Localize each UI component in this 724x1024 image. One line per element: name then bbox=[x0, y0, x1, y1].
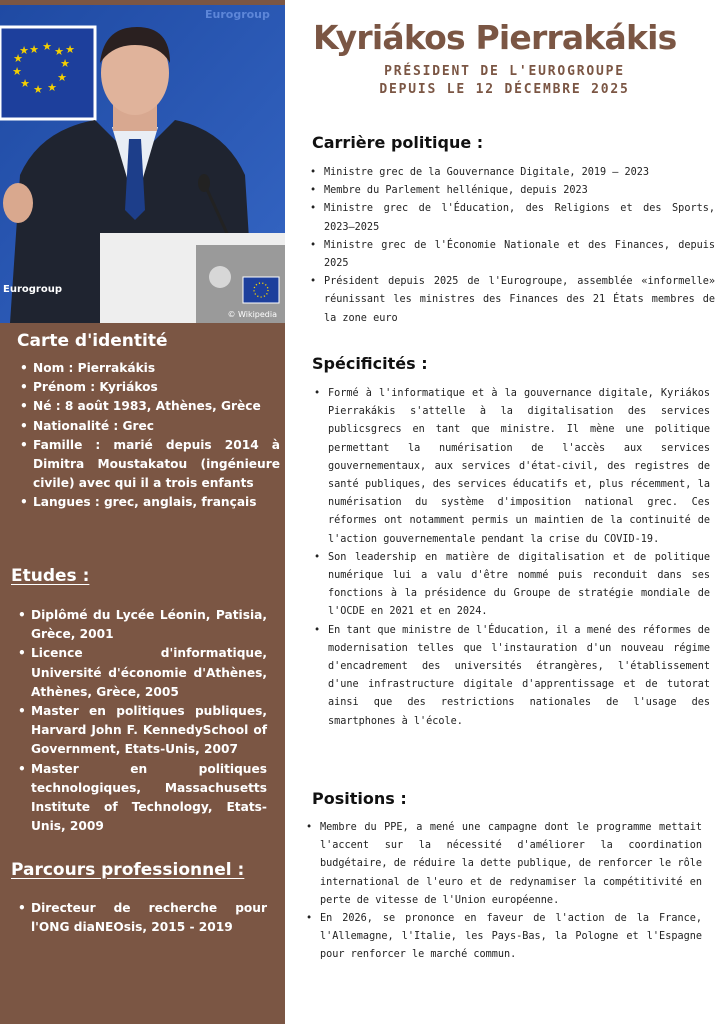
positions-title: Positions : bbox=[312, 789, 407, 808]
svg-text:★: ★ bbox=[47, 81, 57, 94]
svg-text:★: ★ bbox=[33, 83, 43, 96]
svg-text:Eurogroup: Eurogroup bbox=[205, 8, 270, 21]
identity-section bbox=[0, 331, 285, 513]
svg-text:★: ★ bbox=[19, 44, 29, 57]
identity-name: • Nom : Pierrakákis bbox=[20, 359, 280, 378]
studies-list bbox=[0, 606, 285, 836]
political-career-list bbox=[309, 164, 715, 328]
identity-nationality: • Nationalité : Grec bbox=[20, 417, 280, 436]
svg-text:★: ★ bbox=[60, 57, 70, 70]
svg-text:★: ★ bbox=[65, 43, 75, 56]
political-career-item: • Président depuis 2025 de l'Eurogroupe, assemblée «informelle» réunissant les ministres des Finances des 21 États membres de la zone euro bbox=[309, 273, 715, 328]
identity-first-name: • Prénom : Kyriákos bbox=[20, 378, 280, 397]
portrait-photo bbox=[0, 5, 285, 323]
identity-family: • Famille : marié depuis 2014 à Dimitra Moustakatou (ingénieure civile) avec qui il a trois enfants bbox=[20, 436, 280, 494]
svg-text:Eurogroup: Eurogroup bbox=[3, 284, 62, 295]
identity-birth: • Né : 8 août 1983, Athènes, Grèce bbox=[20, 397, 280, 416]
political-career-title: Carrière politique : bbox=[312, 133, 484, 152]
svg-text:★: ★ bbox=[12, 65, 22, 78]
specifics-list bbox=[313, 385, 710, 731]
identity-languages: • Langues : grec, anglais, français bbox=[20, 493, 280, 512]
specifics-item: • En tant que ministre de l'Éducation, il a mené des réformes de modernisation telles que l'instauration d'un nouveau régime d'encadrement des universités étrangères, l'établissement d'une infrastructure digitale d'apprentissage et de tutorat ainsi que des restrictions nationales de l'usage des smartphones à l'école. bbox=[313, 622, 710, 731]
political-career-item: • Ministre grec de la Gouvernance Digitale, 2019 – 2023 bbox=[309, 164, 715, 182]
svg-text:★: ★ bbox=[54, 45, 64, 58]
positions-item: • En 2026, se prononce en faveur de l'action de la France, l'Allemagne, l'Italie, les Pays-Bas, la Pologne et l'Espagne pour renforcer le marché commun. bbox=[305, 910, 702, 965]
study-item: • Master en politiques technologiques, Massachusetts Institute of Technology, Etats-Unis, 2009 bbox=[18, 760, 267, 837]
career-pro-item: • Directeur de recherche pour l'ONG diaNEOsis, 2015 - 2019 bbox=[18, 899, 267, 937]
study-item: • Licence d'informatique, Université d'économie d'Athènes, Athènes, Grèce, 2005 bbox=[18, 644, 267, 702]
svg-text:★: ★ bbox=[13, 52, 23, 65]
studies-title: Etudes : bbox=[11, 566, 90, 586]
person-name: Kyriákos Pierrakákis bbox=[313, 18, 677, 57]
role-line-2: DEPUIS LE 12 DÉCEMBRE 2025 bbox=[379, 82, 630, 97]
svg-text:★: ★ bbox=[29, 43, 39, 56]
svg-text:★: ★ bbox=[20, 77, 30, 90]
photo-credit: © Wikipedia bbox=[227, 310, 277, 319]
specifics-item: • Son leadership en matière de digitalisation et de politique numérique lui a valu d'être nommé puis reconduit dans ses fonctions à la présidence du Groupe de stratégie mondiale de l'OCDE en 2021 et en 2024. bbox=[313, 549, 710, 622]
main-content bbox=[285, 0, 724, 1024]
positions-item: • Membre du PPE, a mené une campagne dont le programme mettait l'accent sur la nécessité d'améliorer la coordination budgétaire, de réduire la dette publique, de renforcer le rôle international de l'euro et de redynamiser la compétitivité en perte de vitesse de l'Union européenne. bbox=[305, 819, 702, 910]
specifics-item: • Formé à l'informatique et à la gouvernance digitale, Kyriákos Pierrakákis s'attelle à la digitalisation des services publicsgrecs en tant que ministre. Il mène une politique permettant la numérisation de l'accès aux services gouvernementaux, aux services d'état-civil, des registres de santé publiques, des services éducatifs et, plus récemment, la numérisation du système d'imposition national grec. Ces réformes ont notamment permis un maintien de la continuité de l'action gouvernementale pendant la crise du COVID-19. bbox=[313, 385, 710, 549]
identity-title: Carte d'identité bbox=[17, 331, 168, 351]
career-pro-list bbox=[0, 899, 285, 937]
study-item: • Diplômé du Lycée Léonin, Patisia, Grèce, 2001 bbox=[18, 606, 267, 644]
role-line-1: PRÉSIDENT DE L'EUROGROUPE bbox=[384, 64, 625, 79]
study-item: • Master en politiques publiques, Harvard John F. KennedySchool of Government, Etats-Unis, 2007 bbox=[18, 702, 267, 760]
identity-list bbox=[0, 359, 285, 513]
career-pro-section bbox=[0, 860, 285, 937]
political-career-item: • Ministre grec de l'Économie Nationale et des Finances, depuis 2025 bbox=[309, 237, 715, 273]
political-career-item: • Membre du Parlement hellénique, depuis 2023 bbox=[309, 182, 715, 200]
svg-text:★: ★ bbox=[57, 71, 67, 84]
career-pro-title: Parcours professionnel : bbox=[11, 860, 245, 880]
svg-text:★: ★ bbox=[42, 40, 52, 53]
specifics-title: Spécificités : bbox=[312, 354, 428, 373]
political-career-item: • Ministre grec de l'Éducation, des Religions et des Sports, 2023–2025 bbox=[309, 200, 715, 236]
left-sidebar bbox=[0, 0, 285, 1024]
studies-section bbox=[0, 566, 285, 836]
positions-list bbox=[305, 819, 702, 965]
